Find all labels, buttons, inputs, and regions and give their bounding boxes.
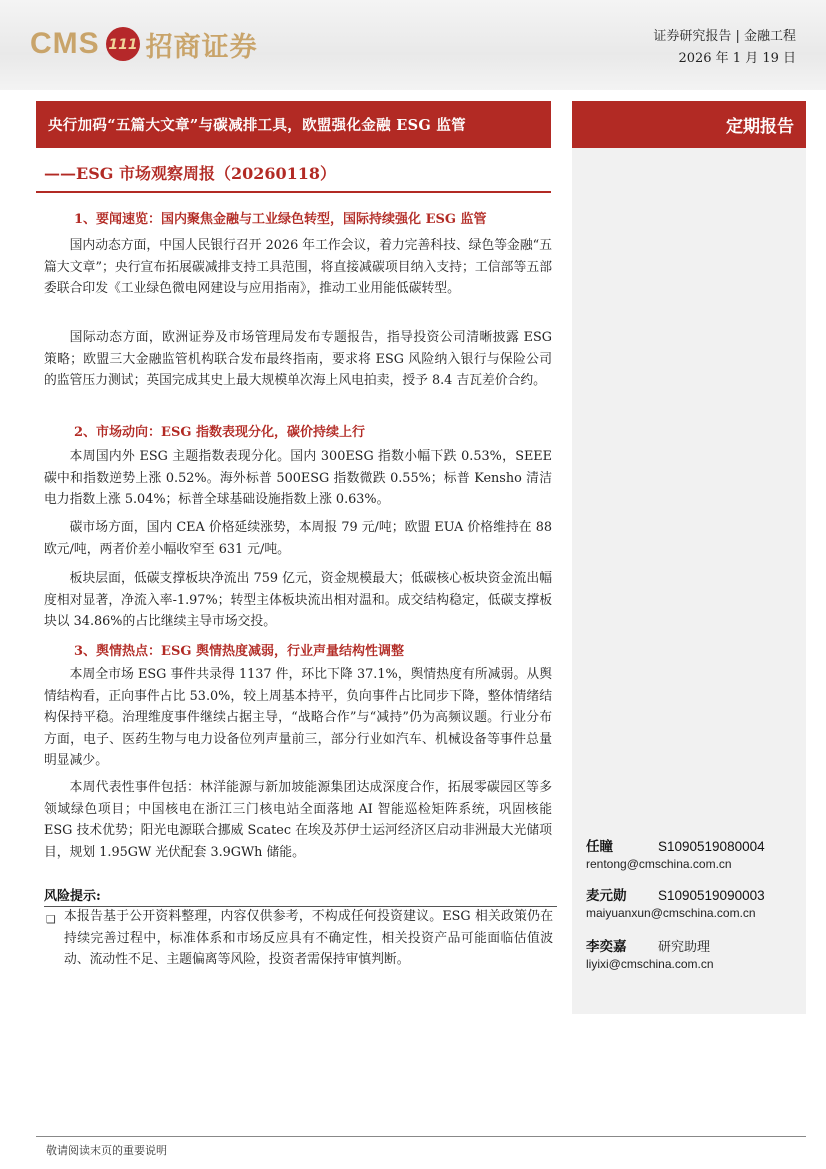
analyst-role: 研究助理 [658,940,711,955]
risk-title: 风险提示: [44,889,101,904]
paragraph-index-performance: 本周国内外 ESG 主题指数表现分化。国内 300ESG 指数小幅下跌 0.53%，SEEE 碳中和指数逆势上涨 0.52%。海外标普 500ESG 指数微跌 0.55%；标普 Kensho 清洁电力指数上涨 5.04%；标普全球基础设施指数上涨 0.63%。 [44,449,552,507]
subtitle-divider [36,191,551,193]
analyst-card-2 [586,884,796,920]
analyst-name: 麦元勋 [586,888,627,904]
report-date: 2026 年 1 月 19 日 [678,51,796,66]
analyst-email[interactable]: maiyuanxun@cmschina.com.cn [586,906,756,920]
paragraph-sentiment: 本周全市场 ESG 事件共录得 1137 件，环比下降 37.1%，舆情热度有所减弱。从舆情结构看，正向事件占比 53.0%，较上周基本持平，负向事件占比同步下降，整体情绪结构保持平稳。治理维度事件继续占据主导，“战略合作”与“减持”仍为高频议题。行业分布方面，电子、医药生物与电力设备位列声量前三，部分行业如汽车、机械设备等事件总量明显减少。 [44,667,552,768]
footer-disclaimer: 敬请阅读末页的重要说明 [46,1144,167,1157]
section-heading-3: 3、舆情热点：ESG 舆情热度减弱，行业声量结构性调整 [74,644,404,659]
report-category: 证券研究报告 | 金融工程 [653,29,796,44]
section-heading-1: 1、要闻速览：国内聚焦金融与工业绿色转型，国际持续强化 ESG 监管 [74,212,487,227]
footer-divider [36,1136,806,1137]
header-meta [653,26,796,70]
paragraph-international: 国际动态方面，欧洲证券及市场管理局发布专题报告，指导投资公司清晰披露 ESG 策略；欧盟三大金融监管机构联合发布最终指南，要求将 ESG 风险纳入银行与保险公司的监管压力测试；英国完成其史上最大规模单次海上风电拍卖，授予 8.4 吉瓦差价合约。 [44,330,552,388]
analyst-email[interactable]: rentong@cmschina.com.cn [586,857,732,871]
analyst-license: S1090519090003 [658,888,765,903]
header-band [0,0,826,90]
report-title: 央行加码“五篇大文章”与碳减排工具，欧盟强化金融 ESG 监管 [48,117,466,134]
checkbox-bullet-icon: ❑ [46,913,56,926]
analyst-email[interactable]: liyixi@cmschina.com.cn [586,957,714,971]
paragraph-sector-flow: 板块层面，低碳支撑板块净流出 759 亿元，资金规模最大；低碳核心板块资金流出幅度相对显著，净流入率-1.97%；转型主体板块流出相对温和。成交结构稳定，低碳支撑板块以 34.86%的占比继续主导市场交投。 [44,571,552,629]
logo-seal-icon [106,27,140,61]
section-heading-2: 2、市场动向：ESG 指数表现分化，碳价持续上行 [74,425,365,440]
paragraph-events: 本周代表性事件包括：林洋能源与新加坡能源集团达成深度合作，拓展零碳园区等多领域绿色项目；中国核电在浙江三门核电站全面落地 AI 智能巡检矩阵系统，巩固核能 ESG 技术优势；阳光电源联合挪威 Scatec 在埃及苏伊士运河经济区启动非洲最大光储项目，规划 1.95GW 光伏配套 3.9GWh 储能。 [44,780,552,860]
analyst-name: 李奕嘉 [586,939,627,955]
svg-text:111: 111 [108,37,138,53]
risk-text: 本报告基于公开资料整理，内容仅供参考，不构成任何投资建议。ESG 相关政策仍在持续完善过程中，标准体系和市场反应具有不确定性，相关投资产品可能面临估值波动、流动性不足、主题偏离等风险，投资者需保持审慎判断。 [64,909,553,967]
report-type-bar [572,101,806,148]
report-subtitle: ——ESG 市场观察周报（20260118） [44,164,337,183]
analyst-license: S1090519080004 [658,839,765,854]
paragraph-carbon-market: 碳市场方面，国内 CEA 价格延续涨势，本周报 79 元/吨；欧盟 EUA 价格维持在 88 欧元/吨，两者价差小幅收窄至 631 元/吨。 [44,520,552,557]
analyst-card-3 [586,935,796,971]
report-type: 定期报告 [726,117,794,137]
cms-logo [30,22,258,66]
paragraph-domestic: 国内动态方面，中国人民银行召开 2026 年工作会议，着力完善科技、绿色等金融“五篇大文章”；央行宣布拓展碳减排支持工具范围，将直接减碳项目纳入支持；工信部等五部委联合印发《工业绿色微电网建设与应用指南》，推动工业用能低碳转型。 [44,238,552,296]
logo-cms-text: CMS [30,27,100,60]
logo-cn-text: 招商证券 [145,31,258,63]
analyst-card-1 [586,835,796,871]
title-bar [36,101,551,148]
analyst-name: 任瞳 [586,839,613,855]
